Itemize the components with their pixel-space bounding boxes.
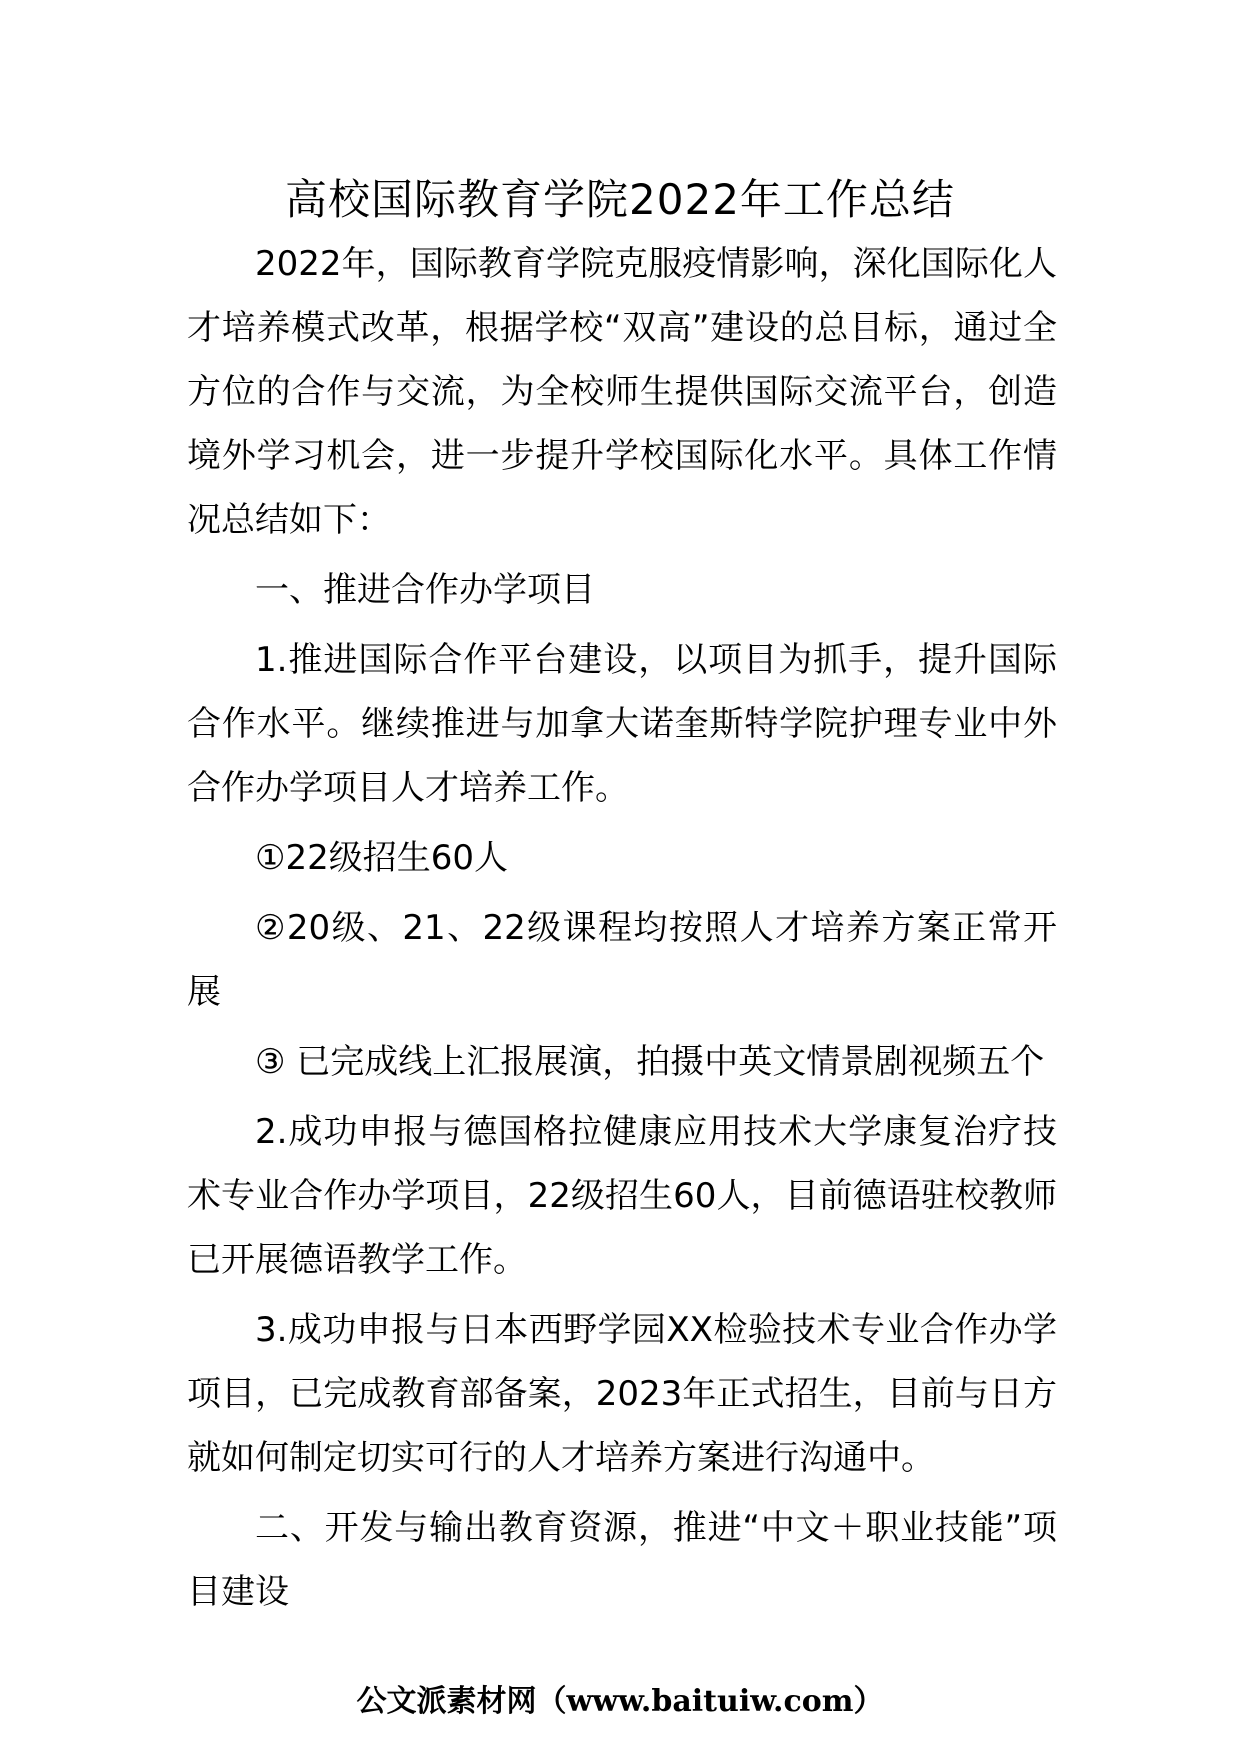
paragraph-intro: 2022年，国际教育学院克服疫情影响，深化国际化人才培养模式改革，根据学校“双高”建设的总目标，通过全方位的合作与交流，为全校师生提供国际交流平台，创造境外学习机会，进一步提升学校国际化水平。具体工作情况总结如下：: [187, 244, 1057, 540]
paragraph-item-2: 2.成功申报与德国格拉健康应用技术大学康复治疗技术专业合作办学项目，22级招生60人，目前德语驻校教师已开展德语教学工作。: [187, 1112, 1057, 1280]
section-heading-1: 一、推进合作办学项目: [255, 570, 595, 610]
document-title: 高校国际教育学院2022年工作总结: [285, 175, 955, 224]
paragraph-subitem-2: ②20级、21、22级课程均按照人才培养方案正常开展: [187, 908, 1057, 1012]
paragraph-subitem-3: ③ 已完成线上汇报展演，拍摄中英文情景剧视频五个: [255, 1042, 1045, 1082]
document-body: [187, 232, 1057, 1624]
footer-source: 公文派素材网（www.baituiw.com）: [356, 1684, 884, 1719]
paragraph-subitem-1: ①22级招生60人: [255, 838, 509, 878]
paragraph-item-3: 3.成功申报与日本西野学园XX检验技术专业合作办学项目，已完成教育部备案，2023年正式招生，目前与日方就如何制定切实可行的人才培养方案进行沟通中。: [187, 1310, 1057, 1478]
paragraph-item-1: 1.推进国际合作平台建设，以项目为抓手，提升国际合作水平。继续推进与加拿大诺奎斯特学院护理专业中外合作办学项目人才培养工作。: [187, 640, 1057, 808]
section-heading-2: 二、开发与输出教育资源，推进“中文＋职业技能”项目建设: [187, 1508, 1057, 1612]
